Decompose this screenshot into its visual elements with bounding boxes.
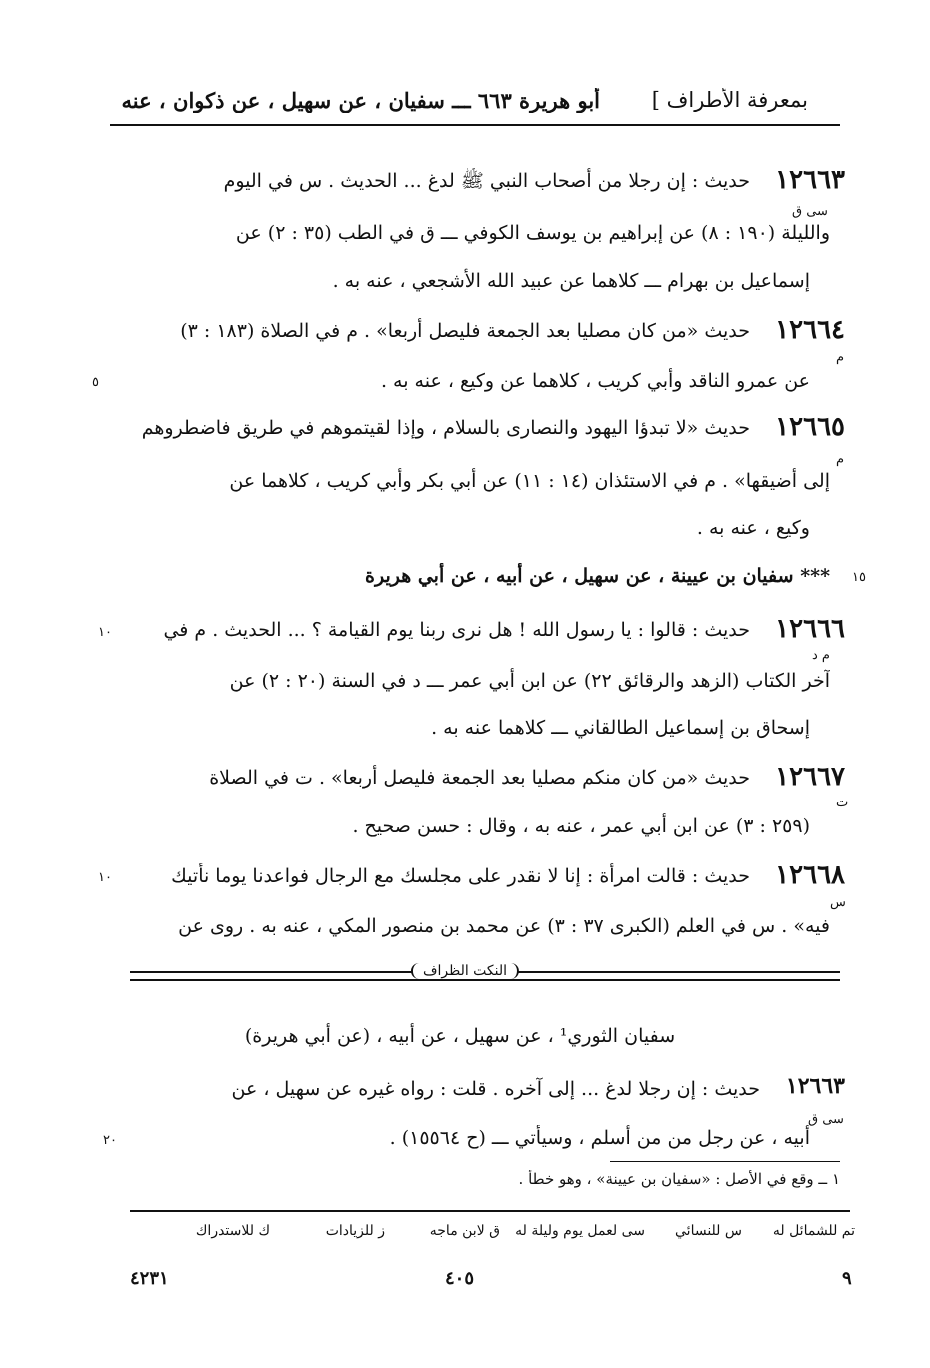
margin-siglum: ت bbox=[836, 795, 849, 810]
hadith-line: إسماعيل بن بهرام ـــ كلاهما عن عبيد الله الأشجعي ، عنه به . bbox=[332, 270, 810, 292]
nukat-badge: النكت الظراف bbox=[411, 963, 519, 979]
running-header-right: بمعرفة الأطراف ] bbox=[651, 88, 808, 112]
hadith-line: حديث : إن رجلا من أصحاب النبي ﷺ لدغ ... الحديث . س في اليوم bbox=[223, 170, 750, 192]
hadith-line: حديث : قالوا : يا رسول الله ! هل نرى ربنا يوم القيامة ؟ ... الحديث . م في bbox=[163, 619, 750, 641]
hadith-line: إسحاق بن إسماعيل الطالقاني ـــ كلاهما عنه به . bbox=[431, 717, 810, 739]
hadith-line: عن عمرو الناقد وأبي كريب ، كلاهما عن وكيع ، عنه به . bbox=[380, 370, 810, 392]
line-number: ٢٠ bbox=[103, 1133, 117, 1148]
margin-siglum: سى ق bbox=[808, 1112, 844, 1127]
margin-siglum: م د bbox=[812, 648, 830, 663]
hadith-line: حديث «لا تبدؤا اليهود والنصارى بالسلام ، وإذا لقيتموهم في طريق فاضطروهم bbox=[141, 417, 750, 439]
key-legend-item: ز للزيادات bbox=[325, 1223, 385, 1239]
legend-rule bbox=[130, 1210, 850, 1212]
nukat-line: حديث : إن رجلا لدغ ... إلى آخره . قلت : رواه غيره عن سهيل ، عن bbox=[231, 1078, 760, 1100]
footnote-rule bbox=[610, 1161, 840, 1162]
hadith-number: ١٢٦٦٦ bbox=[775, 614, 845, 644]
nukat-heading: سفيان الثوري¹ ، عن سهيل ، عن أبيه ، (عن أبي هريرة) bbox=[244, 1025, 676, 1047]
margin-siglum: م bbox=[836, 452, 845, 467]
key-legend-item: س للنسائي bbox=[675, 1223, 742, 1239]
line-number: ١٥ bbox=[852, 570, 866, 585]
volume-number: ٩ bbox=[842, 1268, 852, 1289]
line-number: ٥ bbox=[92, 375, 99, 390]
hadith-line: حديث «من كان منكم مصليا بعد الجمعة فليصل أربعا» . ت في الصلاة bbox=[209, 767, 750, 789]
key-legend-item: تم للشمائل له bbox=[772, 1223, 855, 1239]
hadith-number: ١٢٦٦٨ bbox=[775, 860, 845, 890]
key-legend-item: ك للاستدراك bbox=[195, 1223, 270, 1239]
page-number: ٤٠٥ bbox=[445, 1268, 475, 1289]
footnote: ١ ــ وقع في الأصل : «سفيان بن عيينة» ، وهو خطأ . bbox=[518, 1170, 840, 1188]
hadith-line: إلى أضيقها» . م في الاستئذان (١٤ : ١١) عن أبي بكر وأبي كريب ، كلاهما عن bbox=[229, 470, 830, 492]
hadith-line: (٢٥٩ : ٣) عن ابن أبي عمر ، عنه به ، وقال : حسن صحيح . bbox=[352, 815, 810, 837]
hadith-line: حديث : قالت امرأة : إنا لا نقدر على مجلسك مع الرجال فواعدنا يوما نأتيك bbox=[171, 865, 750, 887]
hadith-line: والليلة (١٩٠ : ٨) عن إبراهيم بن يوسف الكوفي ـــ ق في الطب (٣٥ : ٢) عن bbox=[235, 222, 830, 244]
margin-siglum: م bbox=[836, 350, 845, 365]
hadith-number: ١٢٦٦٤ bbox=[775, 315, 845, 345]
margin-siglum: سى ق bbox=[792, 204, 828, 219]
hadith-count: ٤٢٣١ bbox=[130, 1268, 169, 1289]
header-rule bbox=[110, 124, 840, 126]
line-number: ١٠ bbox=[98, 870, 112, 885]
hadith-number: ١٢٦٦٣ bbox=[775, 165, 845, 195]
hadith-number: ١٢٦٦٧ bbox=[775, 762, 845, 792]
hadith-number: ١٢٦٦٥ bbox=[775, 412, 845, 442]
line-number: ١٠ bbox=[98, 625, 112, 640]
hadith-line: حديث «من كان مصليا بعد الجمعة فليصل أربعا» . م في الصلاة (١٨٣ : ٣) bbox=[180, 320, 750, 342]
nukat-line: أبيه ، عن رجل من من أسلم ، وسيأتي ـــ (ح ١٥٥٦٤) . bbox=[389, 1127, 810, 1149]
running-header-left: أبو هريرة ٦٦٣ ـــ سفيان ، عن سهيل ، عن ذكوان ، عنه bbox=[121, 88, 600, 113]
margin-siglum: س bbox=[830, 895, 846, 910]
key-legend-item: سى لعمل يوم وليلة له bbox=[515, 1223, 645, 1239]
hadith-number: ١٢٦٦٣ bbox=[785, 1073, 845, 1099]
hadith-line: وكيع ، عنه به . bbox=[696, 517, 810, 539]
key-legend-item: ق لابن ماجه bbox=[429, 1223, 500, 1239]
hadith-line: آخر الكتاب (الزهد والرقائق ٢٢) عن ابن أبي عمر ـــ د في السنة (٢٠ : ٢) عن bbox=[229, 670, 830, 692]
hadith-line: فيه» . س في العلم (الكبرى ٣٧ : ٣) عن محمد بن منصور المكي ، عنه به . روى عن bbox=[178, 915, 830, 937]
section-heading: *** سفيان بن عيينة ، عن سهيل ، عن أبيه ، عن أبي هريرة bbox=[365, 565, 830, 587]
